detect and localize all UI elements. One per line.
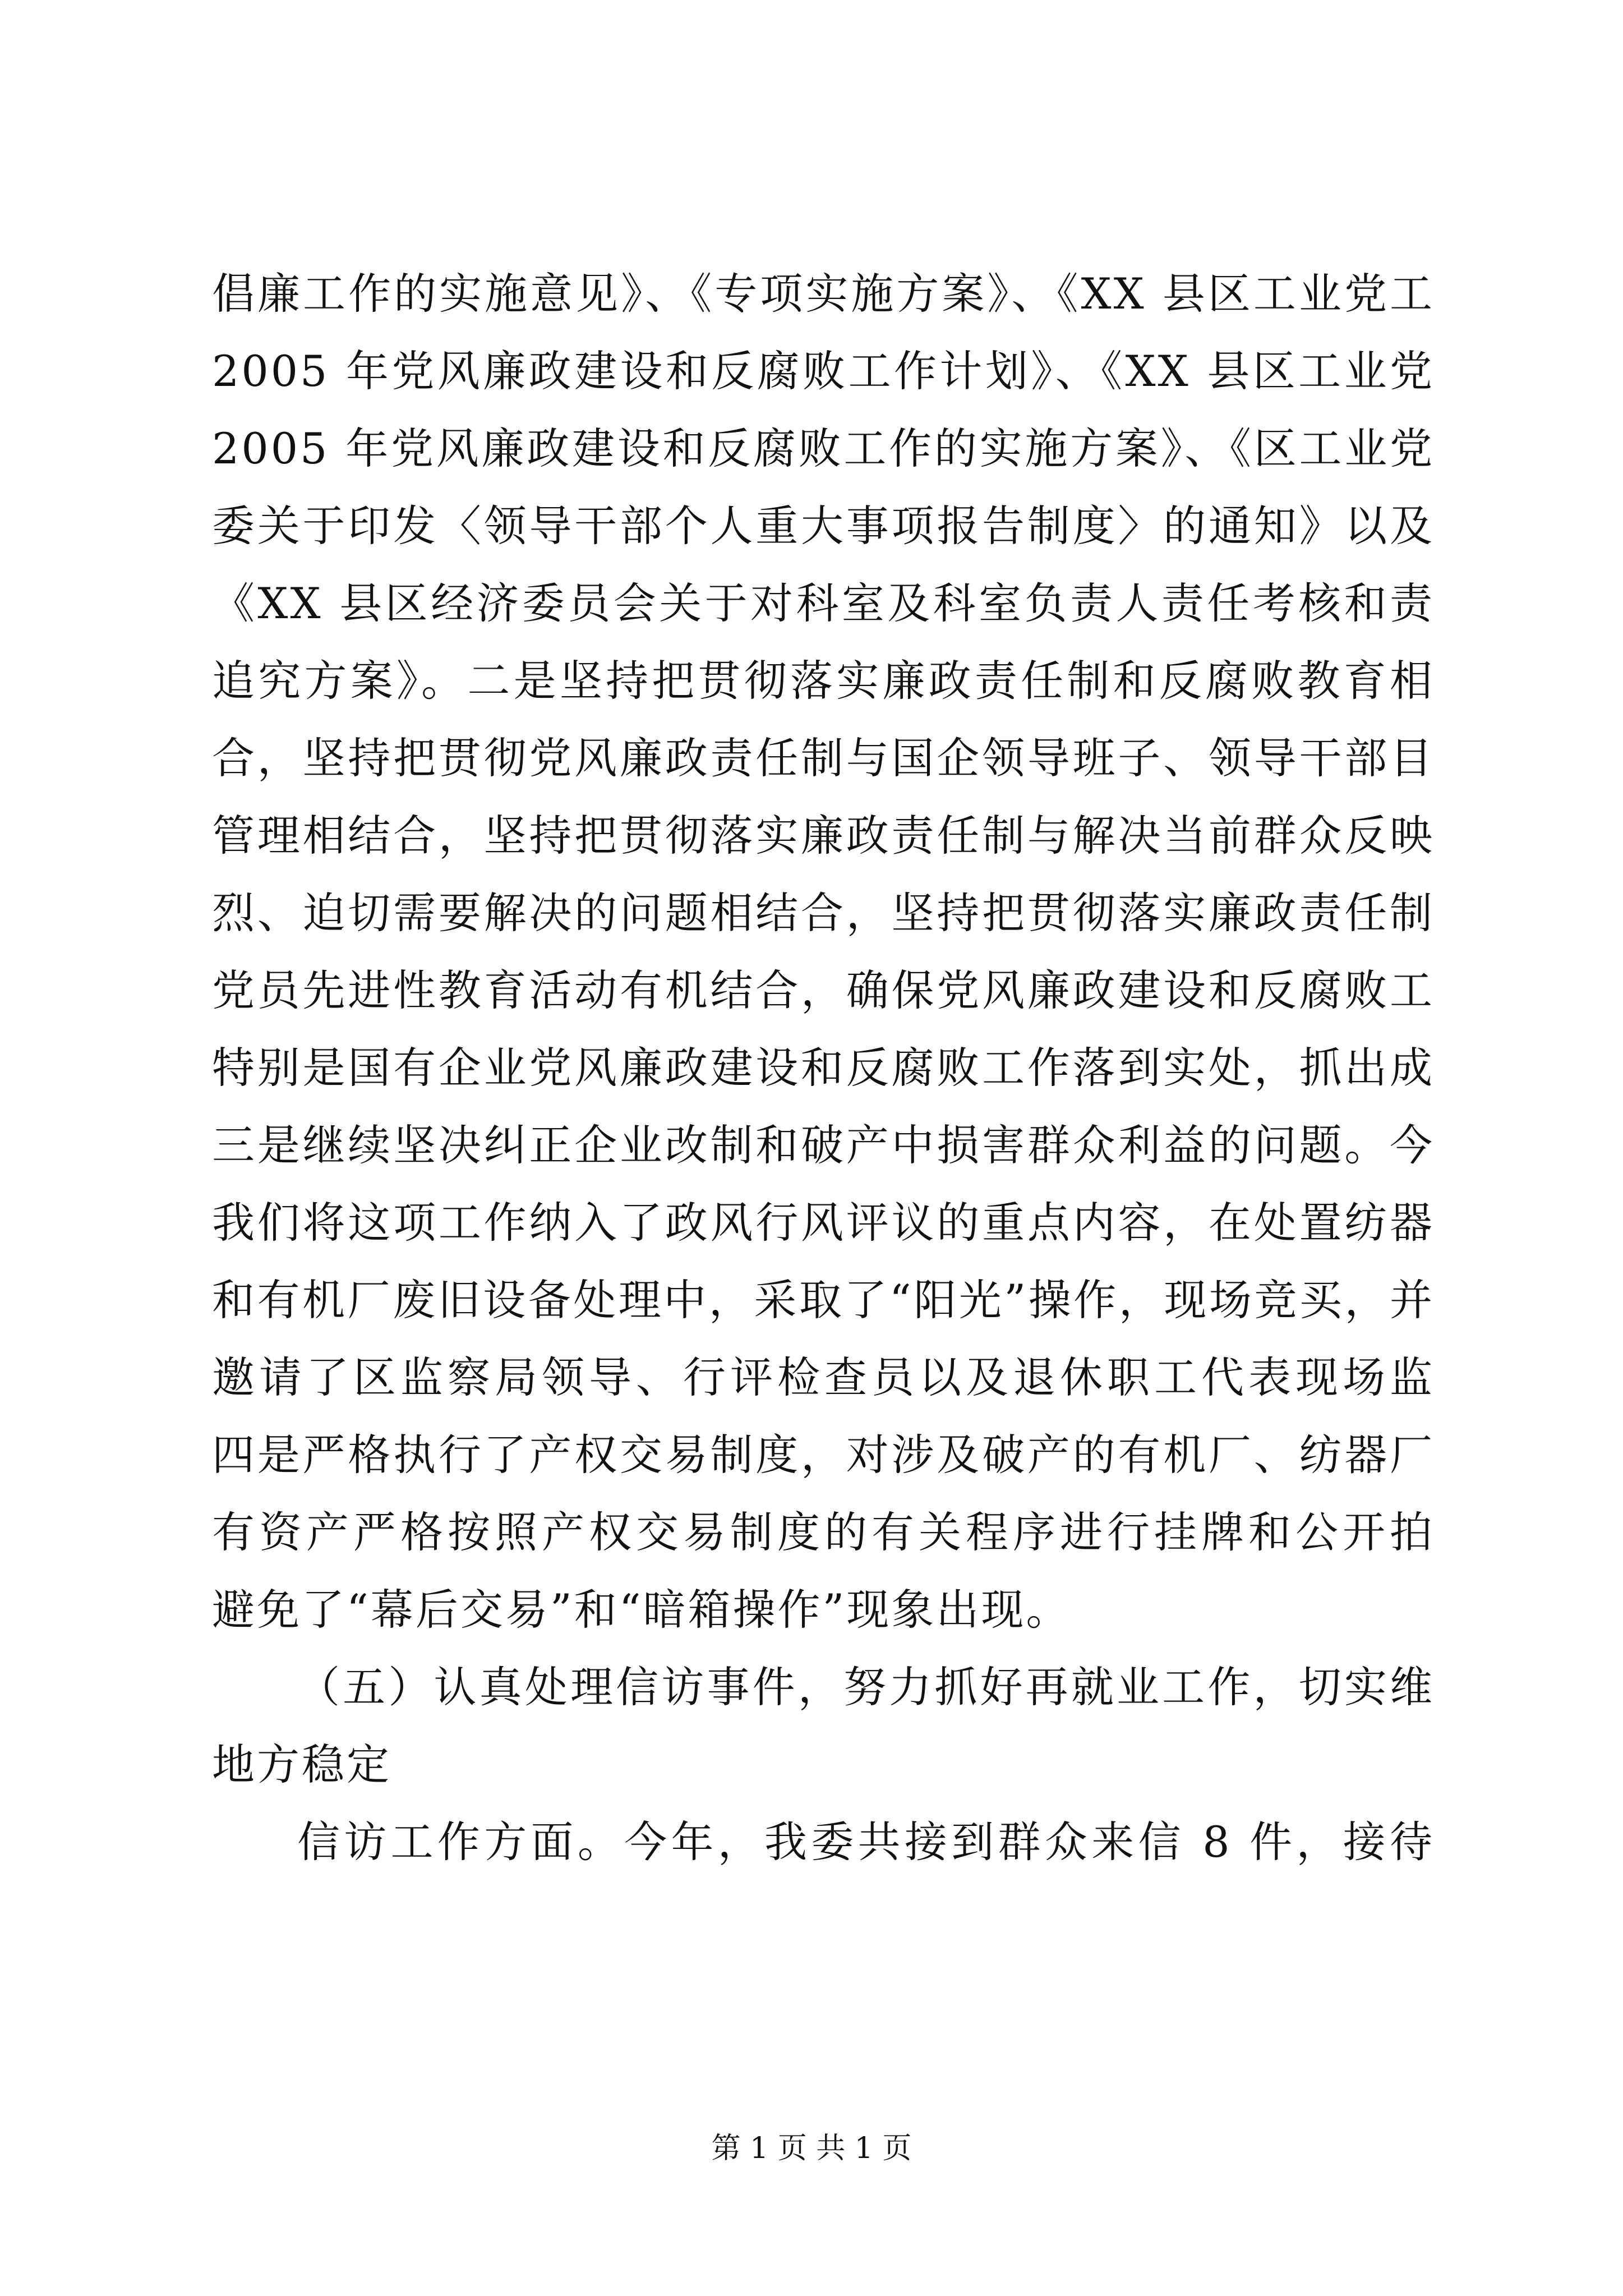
text-line-4: 委关于印发〈领导干部个人重大事项报告制度〉的通知》以及: [212, 501, 1435, 551]
section-heading-line-2: 地方稳定: [212, 1740, 391, 1789]
text-line-1: 倡廉工作的实施意见》、《专项实施方案》、《XX 县区工业党工: [212, 269, 1435, 319]
text-line-14: 和有机厂废旧设备处理中，采取了“阳光”操作，现场竞买，并: [212, 1275, 1435, 1325]
text-line-18: 避免了“幕后交易”和“暗箱操作”现象出现。: [212, 1585, 1071, 1635]
text-line-7: 合，坚持把贯彻党风廉政责任制与国企领导班子、领导干部目: [212, 733, 1435, 783]
text-line-11: 特别是国有企业党风廉政建设和反腐败工作落到实处，抓出成: [212, 1043, 1435, 1093]
text-line-13: 我们将这项工作纳入了政风行风评议的重点内容，在处置纺器: [212, 1198, 1435, 1248]
text-line-17: 有资产严格按照产权交易制度的有关程序进行挂牌和公开拍: [212, 1507, 1435, 1557]
text-line-15: 邀请了区监察局领导、行评检查员以及退休职工代表现场监: [212, 1352, 1435, 1402]
section-heading-line-1: （五）认真处理信访事件，努力抓好再就业工作，切实维: [297, 1662, 1435, 1712]
text-line-3: 2005 年党风廉政建设和反腐败工作的实施方案》、《区工业党: [212, 424, 1435, 473]
text-line-6: 追究方案》。二是坚持把贯彻落实廉政责任制和反腐败教育相: [212, 656, 1435, 706]
page-number-footer: 第 1 页 共 1 页: [711, 2132, 912, 2165]
text-line-2: 2005 年党风廉政建设和反腐败工作计划》、《XX 县区工业党: [212, 346, 1435, 396]
document-body: [212, 255, 1435, 1881]
text-line-12: 三是继续坚决纠正企业改制和破产中损害群众利益的问题。今: [212, 1120, 1435, 1170]
text-line-8: 管理相结合，坚持把贯彻落实廉政责任制与解决当前群众反映: [212, 811, 1435, 861]
text-line-9: 烈、迫切需要解决的问题相结合，坚持把贯彻落实廉政责任制: [212, 888, 1435, 938]
text-line-5: 《XX 县区经济委员会关于对科室及科室负责人责任考核和责: [212, 578, 1435, 628]
text-line-21: 信访工作方面。今年，我委共接到群众来信 8 件，接待: [297, 1817, 1435, 1867]
text-line-16: 四是严格执行了产权交易制度，对涉及破产的有机厂、纺器厂: [212, 1430, 1435, 1480]
text-line-10: 党员先进性教育活动有机结合，确保党风廉政建设和反腐败工: [212, 965, 1435, 1015]
